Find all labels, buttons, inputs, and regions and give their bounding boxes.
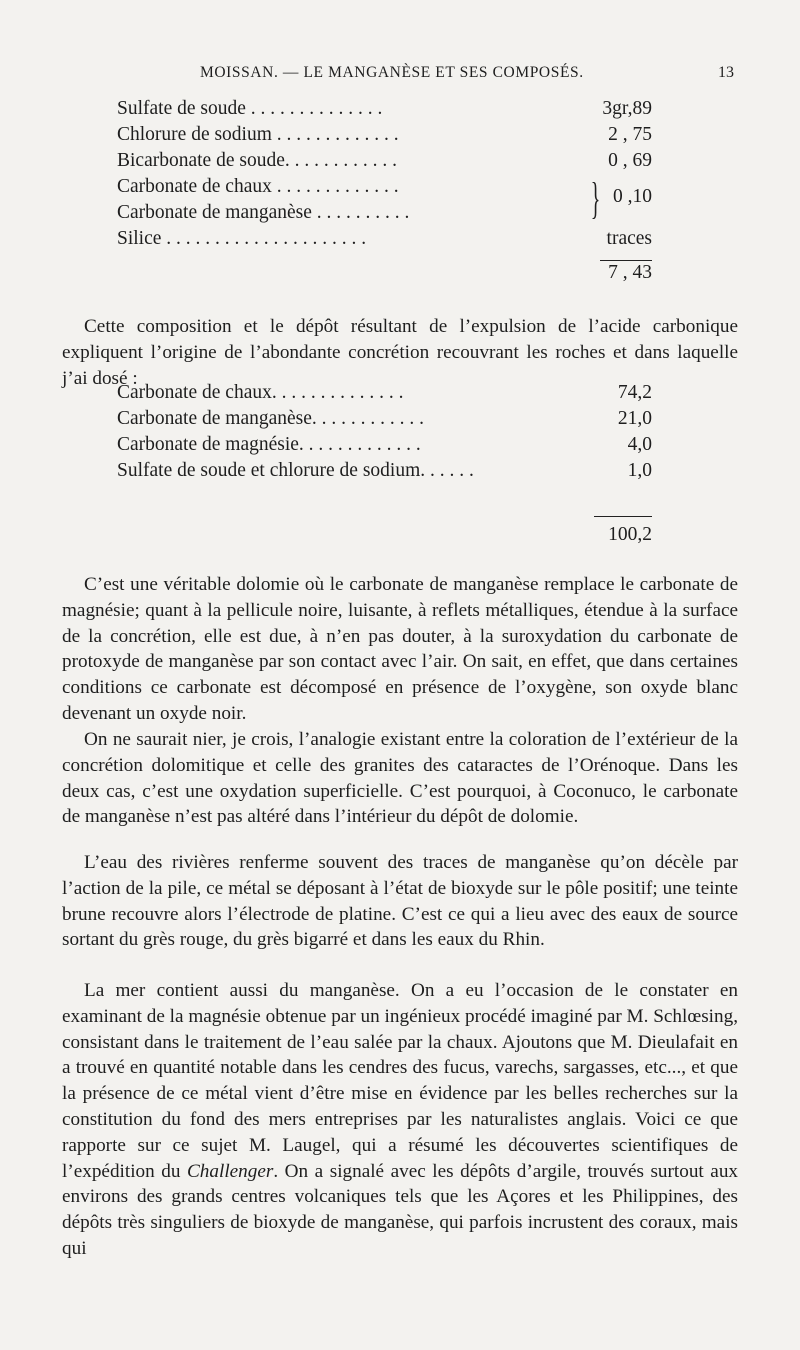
- row-label: Carbonate de manganèse . . . . . . . . . .: [117, 202, 410, 223]
- ship-name: Challenger: [187, 1160, 274, 1182]
- row-value: traces: [606, 228, 652, 249]
- sum-rule: [600, 260, 652, 261]
- paragraph: C’est une véritable dolomie où le carbonate de manganèse remplace le carbonate de magnésie; quant à la pellicule noire, luisante, à reflets métalliques, étendue à la surface de la concrétion, elle est due, à n’en pas douter, à la suroxydation du carbonate de protoxyde de manganèse par son contact avec l’air. On sait, en effet, que dans certaines conditions ce carbonate est décomposé en présence de l’oxygène, son oxyde blanc devenant un oxyde noir.: [62, 574, 738, 724]
- row-value: 74,2: [617, 382, 652, 403]
- curly-brace-icon: }: [590, 174, 601, 223]
- row-label: Sulfate de soude et chlorure de sodium. . . . . .: [117, 460, 474, 481]
- row-value: 21,0: [617, 408, 652, 429]
- paragraph: [62, 978, 738, 1262]
- row-label: Chlorure de sodium . . . . . . . . . . . . .: [117, 124, 399, 145]
- table-row: [117, 406, 652, 432]
- running-header: [62, 64, 738, 90]
- row-label: Silice . . . . . . . . . . . . . . . . . . . . .: [117, 228, 367, 249]
- paragraph-text-tail: . On a signalé avec les dépôts d’argile, trouvés surtout aux environs des grands centres volcaniques tels que les Açores et les Philippines, des dépôts très singuliers de bioxyde de manganèse, qui parfois incrustent des coraux, mais qui: [62, 1160, 739, 1259]
- row-value: 2 , 75: [608, 124, 652, 145]
- row-value: 0 , 69: [608, 150, 652, 171]
- table-row: [117, 458, 652, 484]
- paragraph: On ne saurait nier, je crois, l’analogie existant entre la coloration de l’extérieur de la concrétion dolomitique et celle des granites des cataractes de l’Orénoque. Dans les deux cas, c’est une oxydation superficielle. C’est pourquoi, à Coconuco, le carbonate de manganèse n’est pas altéré dans l’intérieur du dépôt de dolomie.: [62, 729, 738, 828]
- page-number: 13: [718, 64, 734, 81]
- row-label: Carbonate de manganèse. . . . . . . . . . . .: [117, 408, 425, 429]
- paragraph: Cette composition et le dépôt résultant de l’expulsion de l’acide carbonique expliquent l’origine de l’abondante concrétion recouvrant les roches et dans laquelle j’ai dosé :: [62, 316, 738, 389]
- table-row: [117, 226, 652, 252]
- row-label: Carbonate de magnésie. . . . . . . . . . . . .: [117, 434, 421, 455]
- row-value: 4,0: [627, 434, 652, 455]
- table-total: 100,2: [608, 524, 652, 545]
- table-row: [117, 200, 652, 226]
- table-total: 7 , 43: [608, 262, 652, 283]
- bracketed-rows: [117, 174, 652, 226]
- table-row: [117, 148, 652, 174]
- running-title: MOISSAN. — LE MANGANÈSE ET SES COMPOSÉS.: [200, 64, 584, 81]
- table-row: [117, 174, 652, 200]
- bracketed-value: 0 ,10: [613, 186, 652, 207]
- table-row: [117, 96, 652, 122]
- row-label: Sulfate de soude . . . . . . . . . . . . . .: [117, 98, 383, 119]
- row-label: Bicarbonate de soude. . . . . . . . . . . .: [117, 150, 397, 171]
- sum-rule: [594, 516, 652, 517]
- row-value: 3gr,89: [602, 98, 652, 119]
- paragraph: L’eau des rivières renferme souvent des traces de manganèse qu’on décèle par l’action de la pile, ce métal se déposant à l’état de bioxyde sur le pôle positif; une teinte brune recouvre alors l’électrode de platine. C’est ce qui a lieu avec des eaux de source sortant du grès rouge, du grès bigarré et dans les eaux du Rhin.: [62, 852, 738, 951]
- row-label: Carbonate de chaux. . . . . . . . . . . . . .: [117, 382, 404, 403]
- table-row: [117, 122, 652, 148]
- composition-table-water: [117, 96, 652, 283]
- table-row: [117, 380, 652, 406]
- paragraph-text: La mer contient aussi du manganèse. On a eu l’occasion de le constater en examinant de la magnésie obtenue par un ingénieux procédé imaginé par M. Schlœsing, consistant dans le traitement de l’eau salée par la chaux. Ajoutons que M. Dieulafait en a trouvé en quantité notable dans les cendres des fucus, varechs, sargasses, etc..., et que la présence de ce métal vient d’être mise en évidence par les belles recherches sur la constitution du fond des mers entreprises par les naturalistes anglais. Voici ce que rapporte sur ce sujet M. Laugel, qui a résumé les découvertes scientifiques de l’expédition du: [62, 980, 738, 1182]
- table-row: [117, 432, 652, 458]
- composition-table-concretion: [117, 380, 652, 545]
- row-value: 1,0: [627, 460, 652, 481]
- row-label: Carbonate de chaux . . . . . . . . . . . . .: [117, 176, 399, 197]
